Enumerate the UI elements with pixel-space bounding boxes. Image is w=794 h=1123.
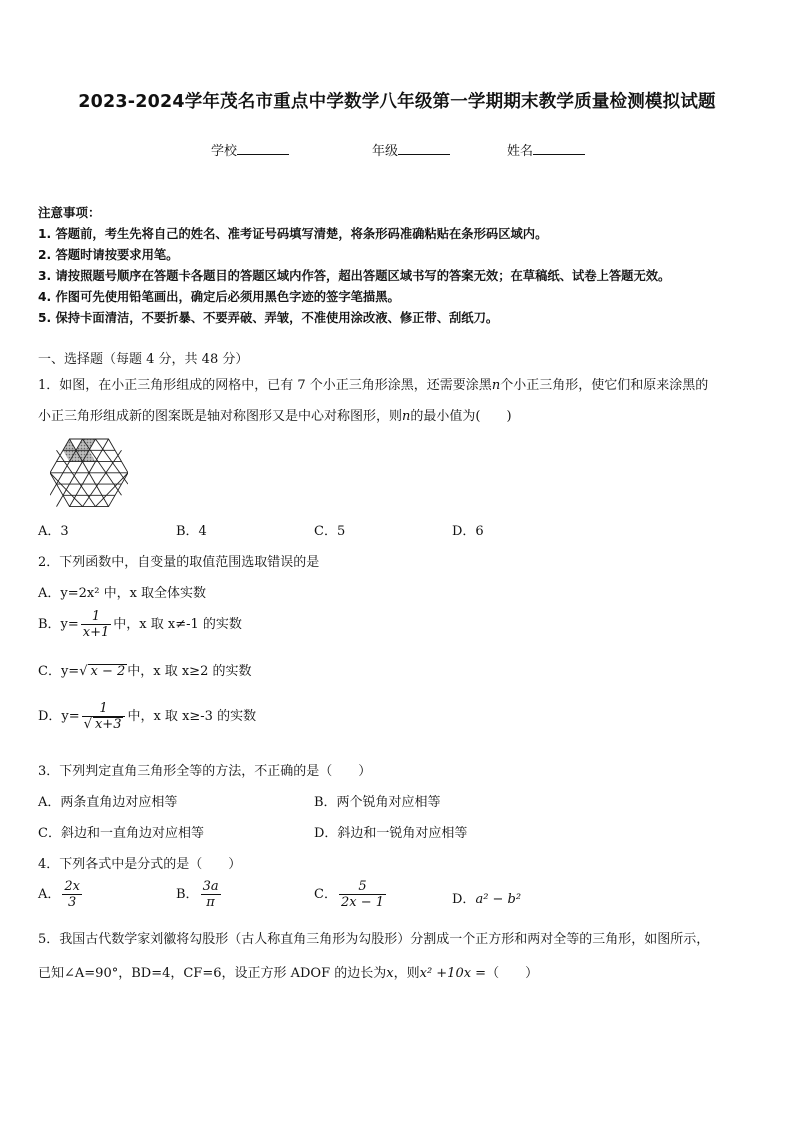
q1-option-d[interactable]: D．6 [452,524,484,539]
q4-option-b[interactable]: B． $\frac{3a}{\pi}$ [176,879,219,910]
q3-option-c[interactable]: C．斜边和一直角边对应相等 [38,826,204,841]
q1-option-a[interactable]: A．3 [38,524,69,539]
name-field[interactable]: 姓名 [507,140,585,159]
page-title: 2023-2024学年茂名市重点中学数学八年级第一学期期末教学质量检测模拟试题 [78,92,716,112]
q3-option-b[interactable]: B．两个锐角对应相等 [314,795,441,810]
triangle-grid-figure [50,438,128,508]
q3-option-d[interactable]: D．斜边和一锐角对应相等 [314,826,468,841]
q4-option-c[interactable]: C． $\frac{5}{2x - 1}$ [314,879,384,910]
square-root: x − 2 [90,664,126,679]
note-item: 3. 请按照题号顺序在答题卡各题目的答题区域内作答，超出答题区域书写的答案无效；在草稿纸、试卷上答题无效。 [38,268,671,283]
fraction: $\frac{1}{√ x+3}$ [82,701,126,732]
q4-stem: 4．下列各式中是分式的是（ ） [38,857,242,872]
q3-stem: 3．下列判定直角三角形全等的方法，不正确的是（ ） [38,764,372,779]
q1-line1: 1．如图，在小正三角形组成的网格中，已有 7 个小正三角形涂黑，还需要涂黑n个小正三角形，使它们和原来涂黑的 [38,378,709,393]
q2-option-d[interactable]: D．y= $\frac{1}{√ x+3}$ 中，x 取 x≥-3 的实数 [38,701,257,732]
note-item: 5. 保持卡面清洁，不要折暴、不要弄破、弄皱，不准使用涂改液、修正带、刮纸刀。 [38,310,499,325]
section-heading: 一、选择题（每题 4 分，共 48 分） [38,352,249,367]
q3-option-a[interactable]: A．两条直角边对应相等 [38,795,178,810]
notes-heading: 注意事项： [38,205,101,220]
q2-option-a[interactable]: A．y=2x² 中，x 取全体实数 [38,586,207,601]
notes-section [38,203,670,328]
fraction: $\frac{1}{x+1}$ [82,609,110,640]
q4-option-a[interactable]: A． $\frac{2x}{3}$ [38,879,80,910]
q5-line2: 已知∠A=90°，BD=4，CF=6，设正方形 ADOF 的边长为x，则x² +10x =（ ） [38,966,539,981]
school-field[interactable]: 学校 [211,140,289,159]
q1-option-c[interactable]: C．5 [314,524,346,539]
note-item: 4. 作图可先使用铅笔画出，确定后必须用黑色字迹的签字笔描黑。 [38,289,400,304]
q5-line1: 5．我国古代数学家刘徽将勾股形（古人称直角三角形为勾股形）分割成一个正方形和两对全等的三角形，如图所示， [38,932,710,947]
q2-stem: 2．下列函数中，自变量的取值范围选取错误的是 [38,555,320,570]
grade-field[interactable]: 年级 [372,140,450,159]
note-item: 1. 答题前，考生先将自己的姓名、准考证号码填写清楚，将条形码准确粘贴在条形码区域内。 [38,227,548,241]
q2-option-b[interactable]: B．y= $\frac{1}{x+1}$ 中，x 取 x≠-1 的实数 [38,609,242,640]
note-item: 2. 答题时请按要求用笔。 [38,247,179,262]
q2-option-c[interactable]: C．y=√ x − 2 中，x 取 x≥2 的实数 [38,664,252,679]
q4-option-d[interactable]: D．a² − b² [452,892,522,907]
q1-option-b[interactable]: B．4 [176,524,207,539]
q1-line2: 小正三角形组成新的图案既是轴对称图形又是中心对称图形，则n的最小值为( ) [38,409,512,424]
